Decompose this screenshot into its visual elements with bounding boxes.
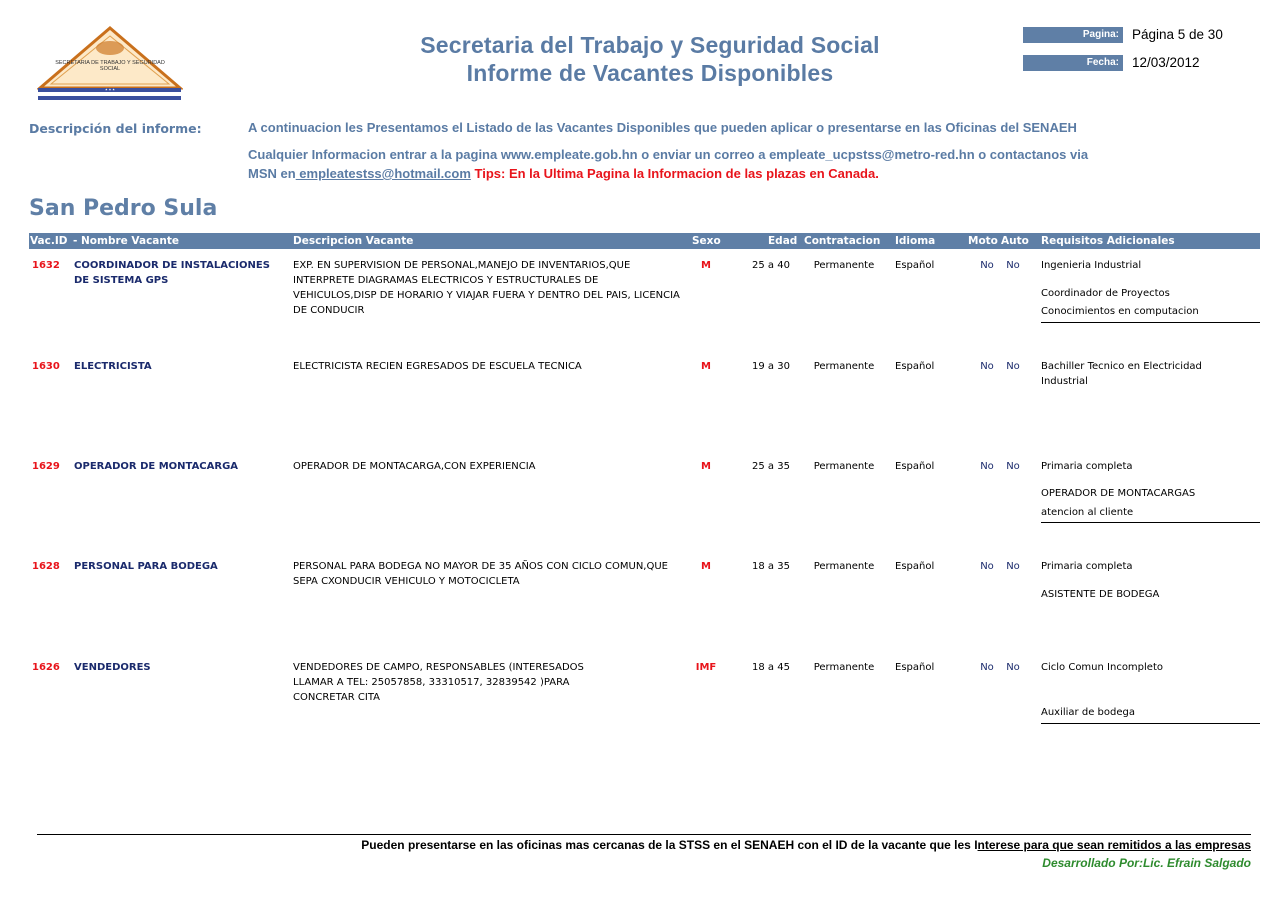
vacancy-language: Español — [895, 361, 935, 372]
vacancy-desc: PERSONAL PARA BODEGA NO MAYOR DE 35 AÑOS CON CICLO COMUN,QUE SEPA CXONDUCIR VEHICULO Y MOTOCICLETA — [293, 561, 668, 587]
vacancy-language: Español — [895, 561, 935, 572]
vacancy-req-3: Conocimientos en computacion — [1041, 306, 1199, 317]
city-heading: San Pedro Sula — [29, 196, 218, 221]
vacancy-auto: No — [1006, 260, 1020, 271]
row-divider — [1041, 723, 1260, 724]
vacancy-moto: No — [980, 260, 994, 271]
vacancy-req-2: Auxiliar de bodega — [1041, 707, 1135, 718]
vacancy-name: COORDINADOR DE INSTALACIONES DE SISTEMA GPS — [74, 260, 270, 286]
table-header — [29, 233, 1260, 249]
col-name: - Nombre Vacante — [73, 235, 179, 247]
msn-prefix: MSN en — [248, 166, 296, 181]
vacancy-auto: No — [1006, 662, 1020, 673]
vacancy-auto: No — [1006, 461, 1020, 472]
date-label: Fecha: — [1023, 55, 1123, 71]
vacancy-moto: No — [980, 461, 994, 472]
vacancy-sex: M — [701, 260, 711, 271]
report-title-line1: Secretaria del Trabajo y Seguridad Social — [420, 32, 880, 58]
logo-text: SECRETARIA DE TRABAJO Y SEGURIDAD SOCIAL — [55, 60, 165, 72]
col-req: Requisitos Adicionales — [1041, 235, 1175, 247]
email-link[interactable]: empleatestss@hotmail.com — [295, 166, 471, 181]
col-language: Idioma — [895, 235, 936, 247]
vacancy-req-2: Coordinador de Proyectos — [1041, 288, 1170, 299]
vacancy-id: 1630 — [32, 361, 60, 372]
vacancy-req-1: Primaria completa — [1041, 461, 1133, 472]
description-line3 — [248, 166, 879, 181]
col-sex: Sexo — [692, 235, 721, 247]
vacancy-req-1: Ingenieria Industrial — [1041, 260, 1142, 271]
row-divider — [1041, 522, 1260, 523]
vacancy-id: 1632 — [32, 260, 60, 271]
vacancy-language: Español — [895, 260, 935, 271]
vacancy-sex: M — [701, 561, 711, 572]
footer-note-main: Pueden presentarse en las oficinas mas cercanas de la STSS en el SENAEH con el ID de la vacante que les I — [361, 838, 978, 852]
description-line1: A continuacion les Presentamos el Listado de las Vacantes Disponibles que pueden aplicar o presentarse en las Oficinas del SENAEH — [248, 120, 1077, 135]
col-moto: Moto — [968, 235, 998, 247]
vacancy-id: 1626 — [32, 662, 60, 673]
page-value: Página 5 de 30 — [1132, 27, 1223, 42]
vacancy-age: 18 a 45 — [752, 662, 790, 673]
col-id: Vac.ID — [30, 235, 68, 247]
row-divider — [1041, 322, 1260, 323]
footer-divider — [37, 834, 1251, 835]
vacancy-name: VENDEDORES — [74, 662, 151, 673]
vacancy-req-1: Bachiller Tecnico en Electricidad Industrial — [1041, 361, 1202, 387]
vacancy-language: Español — [895, 662, 935, 673]
footer-note-underlined: nterese para que sean remitidos a las empresas — [977, 838, 1251, 852]
vacancy-age: 25 a 35 — [752, 461, 790, 472]
description-label: Descripción del informe: — [29, 121, 202, 136]
vacancy-req-1: Ciclo Comun Incompleto — [1041, 662, 1163, 673]
footer-credit: Desarrollado Por:Lic. Efrain Salgado — [1042, 856, 1251, 870]
vacancy-desc: EXP. EN SUPERVISION DE PERSONAL,MANEJO DE INVENTARIOS,QUE INTERPRETE DIAGRAMAS ELECTRICOS Y ESTRUCTURALES DE VEHICULOS,DISP DE HORARIO Y VIAJAR FUERA Y DENTRO DEL PAIS, LICENCIA DE CONDUCIR — [293, 260, 680, 316]
vacancy-moto: No — [980, 361, 994, 372]
vacancy-id: 1629 — [32, 461, 60, 472]
tips-text: Tips: En la Ultima Pagina la Informacion de las plazas en Canada. — [470, 166, 879, 181]
description-line2: Cualquier Informacion entrar a la pagina www.empleate.gob.hn o enviar un correo a empleate_ucpstss@metro-red.hn o contactanos via — [248, 147, 1089, 162]
vacancy-auto: No — [1006, 361, 1020, 372]
vacancy-req-1: Primaria completa — [1041, 561, 1133, 572]
date-value: 12/03/2012 — [1132, 55, 1200, 70]
vacancy-contract: Permanente — [813, 561, 875, 572]
vacancy-sex: IMF — [695, 662, 717, 673]
vacancy-req-2: OPERADOR DE MONTACARGAS — [1041, 488, 1196, 499]
page-label: Pagina: — [1023, 27, 1123, 43]
vacancy-desc: ELECTRICISTA RECIEN EGRESADOS DE ESCUELA TECNICA — [293, 361, 582, 372]
vacancy-language: Español — [895, 461, 935, 472]
vacancy-contract: Permanente — [813, 662, 875, 673]
vacancy-auto: No — [1006, 561, 1020, 572]
vacancy-contract: Permanente — [813, 361, 875, 372]
stss-logo — [37, 26, 183, 102]
vacancy-sex: M — [701, 361, 711, 372]
col-age: Edad — [768, 235, 798, 247]
vacancy-desc: VENDEDORES DE CAMPO, RESPONSABLES (INTERESADOS LLAMAR A TEL: 25057858, 33310517, 32839542 )PARA CONCRETAR CITA — [293, 662, 584, 703]
vacancy-name: ELECTRICISTA — [74, 361, 152, 372]
col-desc: Descripcion Vacante — [293, 235, 414, 247]
vacancy-id: 1628 — [32, 561, 60, 572]
vacancy-moto: No — [980, 662, 994, 673]
vacancy-req-2: ASISTENTE DE BODEGA — [1041, 589, 1160, 600]
footer-note — [361, 838, 1251, 852]
vacancy-desc: OPERADOR DE MONTACARGA,CON EXPERIENCIA — [293, 461, 536, 472]
vacancy-moto: No — [980, 561, 994, 572]
vacancy-contract: Permanente — [813, 260, 875, 271]
vacancy-age: 25 a 40 — [752, 260, 790, 271]
col-contract: Contratacion — [804, 235, 881, 247]
vacancy-name: OPERADOR DE MONTACARGA — [74, 461, 239, 472]
vacancy-sex: M — [701, 461, 711, 472]
report-title-line2: Informe de Vacantes Disponibles — [466, 60, 834, 86]
vacancy-contract: Permanente — [813, 461, 875, 472]
vacancy-name: PERSONAL PARA BODEGA — [74, 561, 218, 572]
svg-text:★ ★ ★: ★ ★ ★ — [105, 87, 115, 92]
col-auto: Auto — [1001, 235, 1029, 247]
vacancy-req-3: atencion al cliente — [1041, 507, 1134, 518]
vacancy-age: 19 a 30 — [752, 361, 790, 372]
vacancy-age: 18 a 35 — [752, 561, 790, 572]
